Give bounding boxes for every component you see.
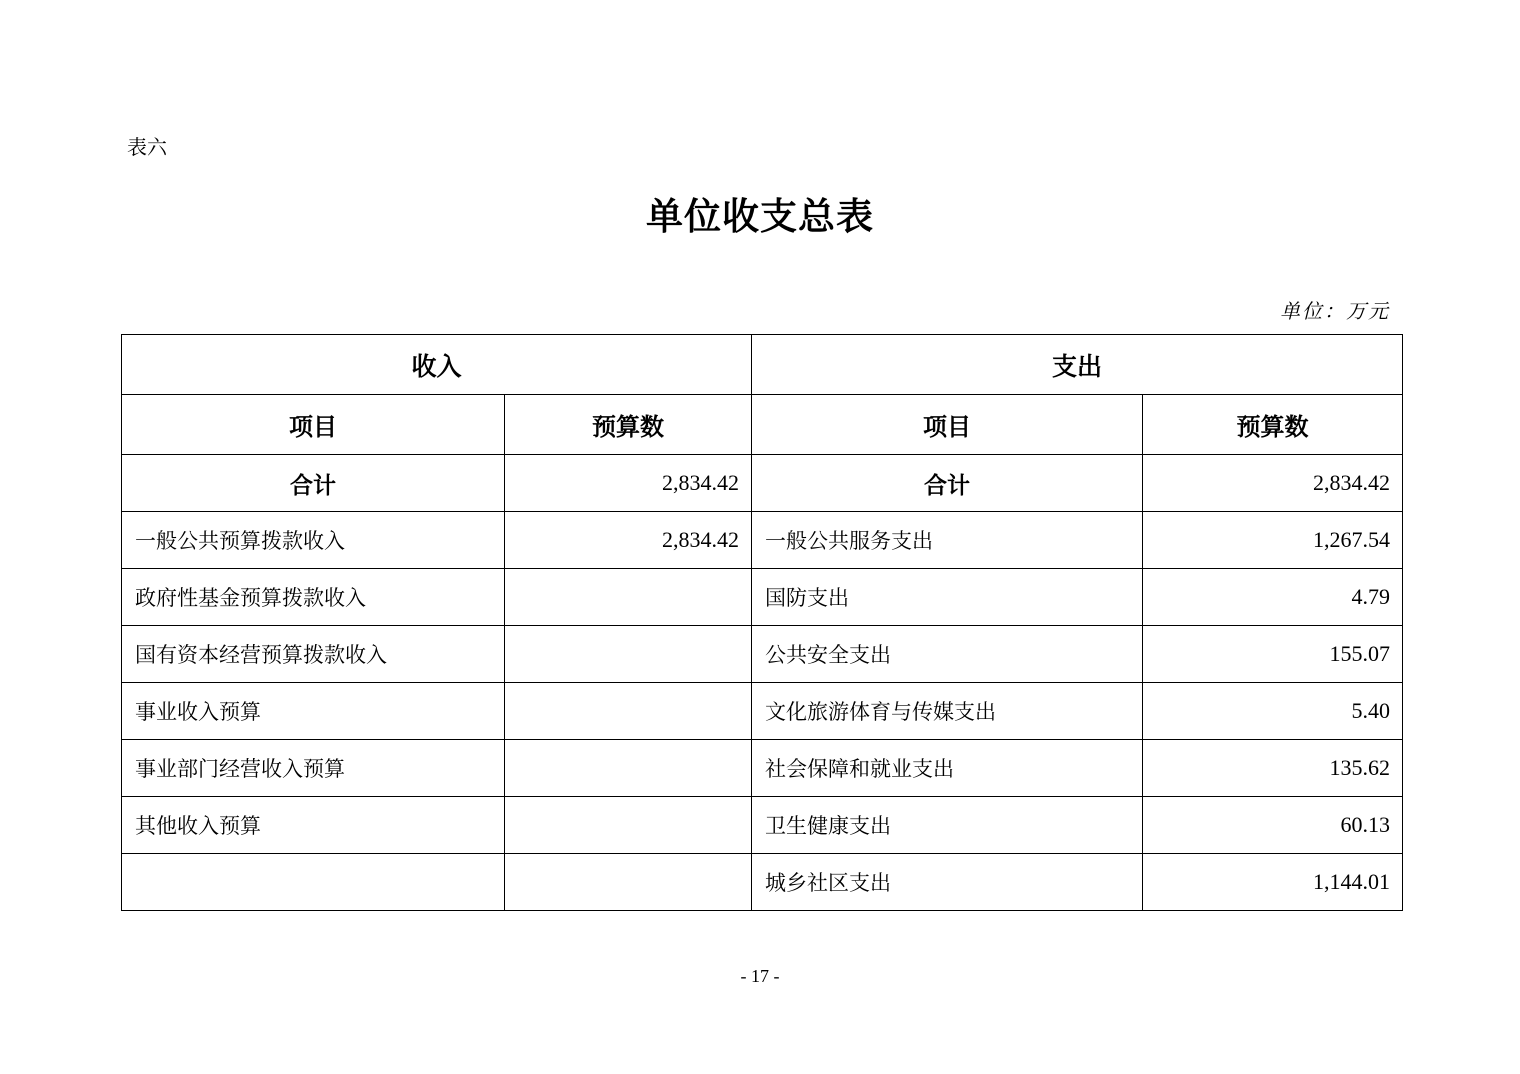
expenditure-item: 合计 [752,455,1143,512]
expenditure-item: 公共安全支出 [752,626,1143,683]
table-row [122,683,1403,740]
expenditure-budget: 5.40 [1143,683,1403,740]
income-budget [505,569,752,626]
column-header-row [122,395,1403,455]
income-budget-header: 预算数 [505,395,752,455]
income-item: 事业部门经营收入预算 [122,740,505,797]
income-section-header: 收入 [122,335,752,395]
expenditure-item-header: 项目 [752,395,1143,455]
page-title: 单位收支总表 [646,197,874,238]
table-row [122,797,1403,854]
income-item: 合计 [122,455,505,512]
expenditure-section-header: 支出 [752,335,1403,395]
table-row [122,626,1403,683]
expenditure-budget: 1,144.01 [1143,854,1403,911]
unit-note: 单位：万元 [1280,301,1390,323]
expenditure-budget: 155.07 [1143,626,1403,683]
table-label: 表六 [127,137,167,159]
expenditure-item: 城乡社区支出 [752,854,1143,911]
income-item: 事业收入预算 [122,683,505,740]
table-row [122,569,1403,626]
table-row [122,512,1403,569]
income-budget: 2,834.42 [505,512,752,569]
expenditure-budget: 135.62 [1143,740,1403,797]
expenditure-item: 社会保障和就业支出 [752,740,1143,797]
expenditure-budget: 2,834.42 [1143,455,1403,512]
table-row [122,854,1403,911]
income-budget: 2,834.42 [505,455,752,512]
expenditure-budget-header: 预算数 [1143,395,1403,455]
income-item: 一般公共预算拨款收入 [122,512,505,569]
expenditure-budget: 1,267.54 [1143,512,1403,569]
expenditure-item: 国防支出 [752,569,1143,626]
income-item: 其他收入预算 [122,797,505,854]
income-item: 政府性基金预算拨款收入 [122,569,505,626]
income-budget [505,740,752,797]
table-row-total [122,455,1403,512]
page-number: - 17 - [740,966,780,986]
income-item [122,854,505,911]
expenditure-item: 文化旅游体育与传媒支出 [752,683,1143,740]
expenditure-item: 卫生健康支出 [752,797,1143,854]
table-row [122,740,1403,797]
income-budget [505,683,752,740]
expenditure-item: 一般公共服务支出 [752,512,1143,569]
budget-table [121,334,1403,911]
income-budget [505,626,752,683]
expenditure-budget: 60.13 [1143,797,1403,854]
income-budget [505,797,752,854]
expenditure-budget: 4.79 [1143,569,1403,626]
section-header-row [122,335,1403,395]
income-item-header: 项目 [122,395,505,455]
income-budget [505,854,752,911]
income-item: 国有资本经营预算拨款收入 [122,626,505,683]
